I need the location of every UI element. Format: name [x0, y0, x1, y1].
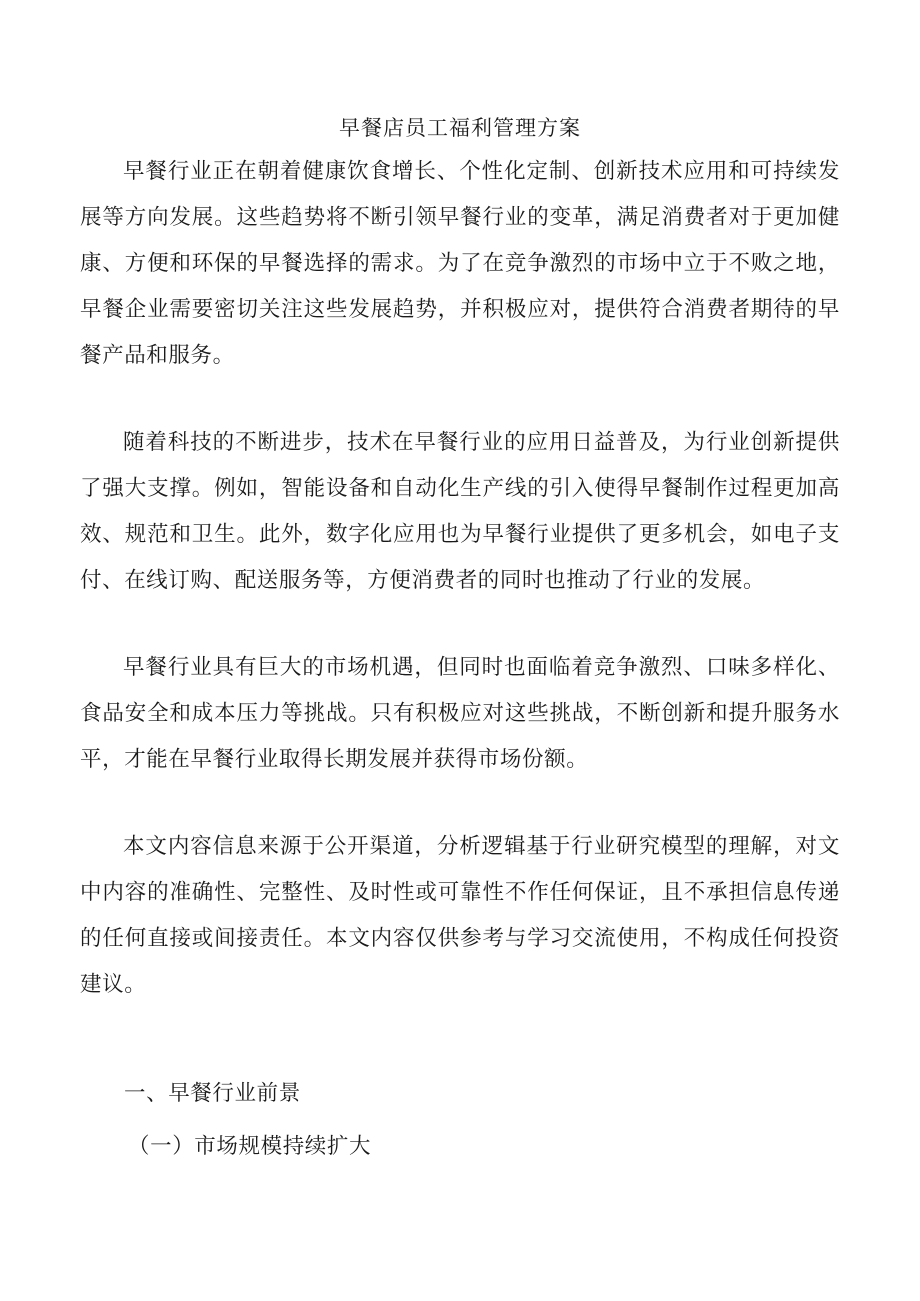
paragraph-opportunities: 早餐行业具有巨大的市场机遇，但同时也面临着竞争激烈、口味多样化、食品安全和成本压力等挑战。只有积极应对这些挑战，不断创新和提升服务水平，才能在早餐行业取得长期发展并获得市场份额。 — [80, 655, 840, 772]
document-title: 早餐店员工福利管理方案 — [339, 116, 581, 140]
paragraph-technology: 随着科技的不断进步，技术在早餐行业的应用日益普及，为行业创新提供了强大支撑。例如，智能设备和自动化生产线的引入使得早餐制作过程更加高效、规范和卫生。此外，数字化应用也为早餐行业提供了更多机会，如电子支付、在线订购、配送服务等，方便消费者的同时也推动了行业的发展。 — [80, 430, 840, 593]
section-heading: 一、早餐行业前景 — [124, 1081, 301, 1106]
subsection-heading: （一）市场规模持续扩大 — [128, 1134, 372, 1159]
paragraph-trends: 早餐行业正在朝着健康饮食增长、个性化定制、创新技术应用和可持续发展等方向发展。这些趋势将不断引领早餐行业的变革，满足消费者对于更加健康、方便和环保的早餐选择的需求。为了在竞争激烈的市场中立于不败之地，早餐企业需要密切关注这些发展趋势，并积极应对，提供符合消费者期待的早餐产品和服务。 — [80, 159, 840, 368]
paragraph-disclaimer: 本文内容信息来源于公开渠道，分析逻辑基于行业研究模型的理解，对文中内容的准确性、完整性、及时性或可靠性不作任何保证，且不承担信息传递的任何直接或间接责任。本文内容仅供参考与学习交流使用，不构成任何投资建议。 — [80, 834, 840, 997]
